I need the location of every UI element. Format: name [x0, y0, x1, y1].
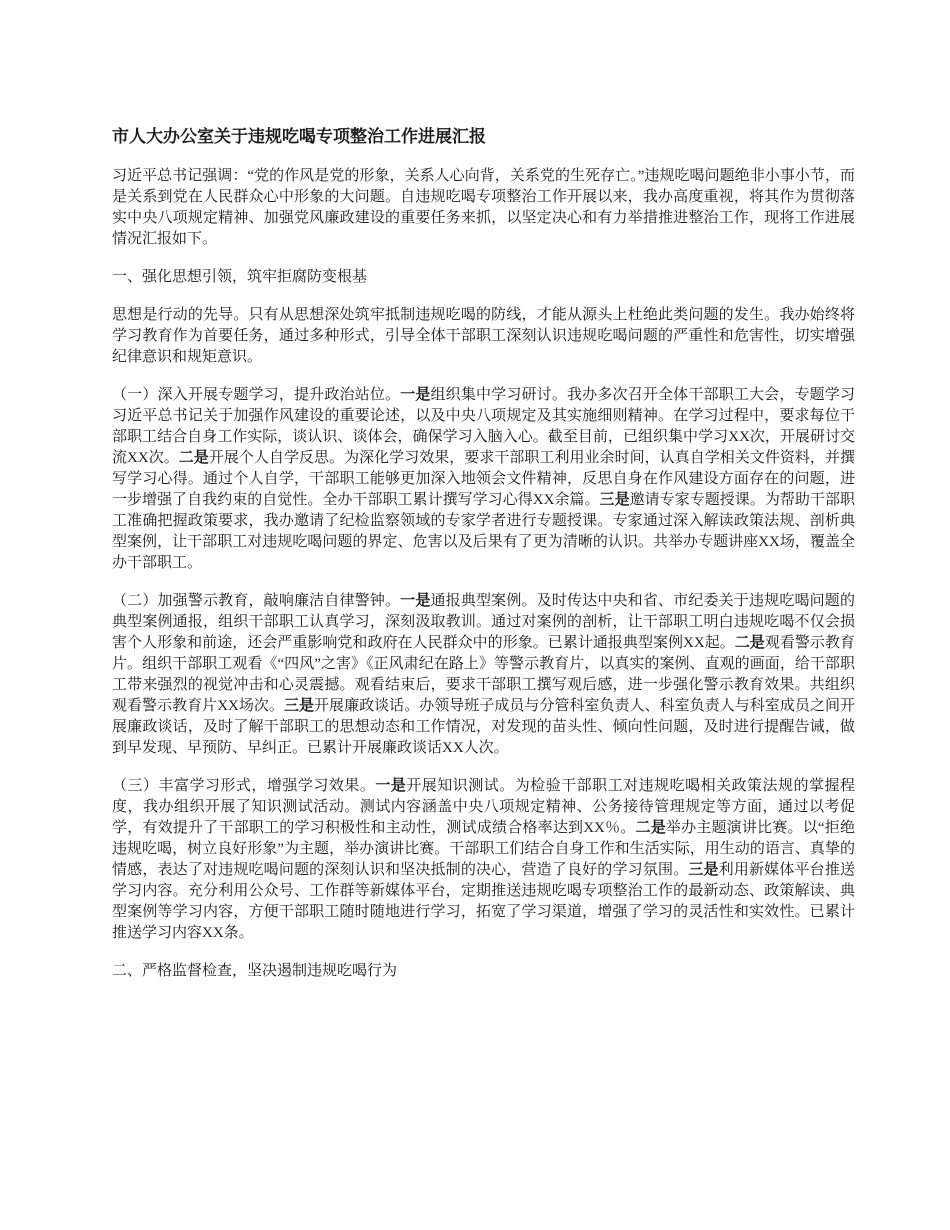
paragraph: [112, 166, 855, 250]
paragraph: [112, 305, 855, 368]
emphasis-run: 三是: [599, 492, 630, 508]
text-run: 一、强化思想引领，筑牢拒腐防变根基: [112, 269, 368, 285]
paragraph: [112, 776, 855, 944]
text-run: 组织集中学习研讨。我办多次召开全体干部职工大会，专题学习习近平总书记关于加强作风建设的重要论述，以及中央八项规定及其实施细则精神。在学习过程中，要求每位干部职工结合自身工作实际，谈认识、谈体会，确保学习入脑入心。截至目前，已组织集中学习XX次，开展研讨交流XX次。: [112, 387, 855, 466]
text-run: （一）深入开展专题学习，提升政治站位。: [112, 387, 401, 403]
section-heading: [112, 267, 855, 288]
document-body: [112, 166, 855, 982]
text-run: （三）丰富学习形式，增强学习效果。: [112, 778, 376, 794]
paragraph: [112, 591, 855, 759]
emphasis-run: 二是: [635, 820, 666, 836]
text-run: 观看警示教育片。组织干部职工观看《“四风”之害》《正风肃纪在路上》等警示教育片，以真实的案例、直观的画面，给干部职工带来强烈的视觉冲击和心灵震撼。观看结束后，要求干部职工撰写观后感，进一步强化警示教育效果。共组织观看警示教育片XX场次。: [112, 635, 855, 714]
section-heading: [112, 961, 855, 982]
emphasis-run: 二是: [734, 635, 765, 651]
document-title: 市人大办公室关于违规吃喝专项整治工作进展汇报: [112, 127, 486, 146]
emphasis-run: 一是: [400, 593, 431, 609]
emphasis-run: 三是: [688, 862, 719, 878]
emphasis-run: 二是: [178, 450, 209, 466]
paragraph: [112, 385, 855, 574]
text-run: 开展廉政谈话。办领导班子成员与分管科室负责人、科室负责人与科室成员之间开展廉政谈话，及时了解干部职工的思想动态和工作情况，对发现的苗头性、倾向性问题，及时进行提醒告诫，做到早发现、早预防、早纠正。已累计开展廉政谈话XX人次。: [112, 698, 855, 756]
text-run: （二）加强警示教育，敲响廉洁自律警钟。: [112, 593, 401, 609]
text-run: 利用新媒体平台推送学习内容。充分利用公众号、工作群等新媒体平台，定期推送违规吃喝专项整治工作的最新动态、政策解读、典型案例等学习内容，方便干部职工随时随地进行学习，拓宽了学习渠道，增强了学习的灵活性和实效性。已累计推送学习内容XX条。: [112, 862, 855, 941]
text-run: 二、严格监督检查，坚决遏制违规吃喝行为: [112, 963, 398, 979]
text-run: 举办主题演讲比赛。以“拒绝违规吃喝，树立良好形象”为主题，举办演讲比赛。干部职工们结合自身工作和生活实际，用生动的语言、真挚的情感，表达了对违规吃喝问题的深刻认识和坚决抵制的决心，营造了良好的学习氛围。: [112, 820, 855, 878]
text-run: 开展个人自学反思。为深化学习效果，要求干部职工利用业余时间，认真自学相关文件资料，并撰写学习心得。通过个人自学，干部职工能够更加深入地领会文件精神，反思自身在作风建设方面存在的问题，进一步增强了自我约束的自觉性。全办干部职工累计撰写学习心得XX余篇。: [112, 450, 855, 508]
emphasis-run: 三是: [283, 698, 315, 714]
text-run: 邀请专家专题授课。为帮助干部职工准确把握政策要求，我办邀请了纪检监察领域的专家学者进行专题授课。专家通过深入解读政策法规、剖析典型案例，让干部职工对违规吃喝问题的界定、危害以及后果有了更为清晰的认识。共举办专题讲座XX场，覆盖全办干部职工。: [112, 492, 855, 571]
text-run: 通报典型案例。及时传达中央和省、市纪委关于违规吃喝问题的典型案例通报，组织干部职工认真学习，深刻汲取教训。通过对案例的剖析，让干部职工明白违规吃喝不仅会损害个人形象和前途，还会严重影响党和政府在人民群众中的形象。已累计通报典型案例XX起。: [112, 593, 855, 651]
emphasis-run: 一是: [400, 387, 431, 403]
text-run: 习近平总书记强调：“党的作风是党的形象，关系人心向背，关系党的生死存亡。”违规吃喝问题绝非小事小节，而是关系到党在人民群众心中形象的大问题。自违规吃喝专项整治工作开展以来，我办高度重视，将其作为贯彻落实中央八项规定精神、加强党风廉政建设的重要任务来抓，以坚定决心和有力举措推进整治工作，现将工作进展情况汇报如下。: [112, 168, 855, 247]
emphasis-run: 一是: [375, 778, 407, 794]
text-run: 开展知识测试。为检验干部职工对违规吃喝相关政策法规的掌握程度，我办组织开展了知识测试活动。测试内容涵盖中央八项规定精神、公务接待管理规定等方面，通过以考促学，有效提升了干部职工的学习积极性和主动性，测试成绩合格率达到XX％。: [112, 778, 855, 836]
text-run: 思想是行动的先导。只有从思想深处筑牢抵制违规吃喝的防线，才能从源头上杜绝此类问题的发生。我办始终将学习教育作为首要任务，通过多种形式，引导全体干部职工深刻认识违规吃喝问题的严重性和危害性，切实增强纪律意识和规矩意识。: [112, 307, 855, 365]
